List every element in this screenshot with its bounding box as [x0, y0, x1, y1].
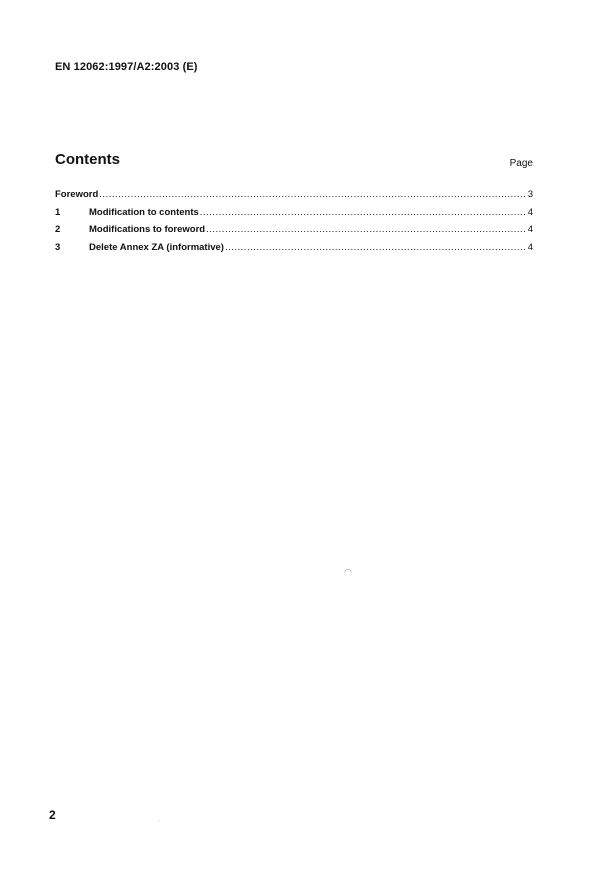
toc-entry-foreword[interactable] [55, 189, 533, 207]
page-column-label: Page [509, 158, 533, 169]
toc-entry-page: 3 [527, 189, 533, 200]
page-number: 2 [49, 808, 56, 822]
toc-entry-modifications-to-foreword[interactable] [55, 224, 533, 242]
toc-dot-leader [206, 224, 525, 235]
scan-artifact: · [158, 818, 160, 824]
scan-artifact: ◠ [344, 567, 352, 577]
toc-entry-number: 3 [55, 241, 61, 253]
toc-dot-leader [99, 189, 524, 200]
toc-entry-page: 4 [527, 241, 533, 253]
toc-dot-leader [200, 207, 525, 218]
toc-entry-number: 2 [55, 224, 61, 235]
toc-entry-title: Modifications to foreword [89, 224, 206, 235]
table-of-contents [55, 189, 533, 259]
toc-entry-title: Foreword [55, 189, 99, 200]
toc-entry-page: 4 [527, 224, 533, 235]
toc-entry-page: 4 [527, 206, 533, 218]
contents-heading: Contents [55, 151, 120, 168]
toc-entry-title: Modification to contents [89, 206, 199, 218]
toc-entry-number: 1 [55, 206, 61, 218]
toc-entry-modification-to-contents[interactable] [55, 207, 533, 225]
toc-entry-title: Delete Annex ZA (informative) [89, 241, 224, 253]
toc-entry-delete-annex-za[interactable] [55, 242, 533, 260]
document-reference: EN 12062:1997/A2:2003 (E) [55, 61, 198, 73]
toc-dot-leader [225, 242, 525, 253]
